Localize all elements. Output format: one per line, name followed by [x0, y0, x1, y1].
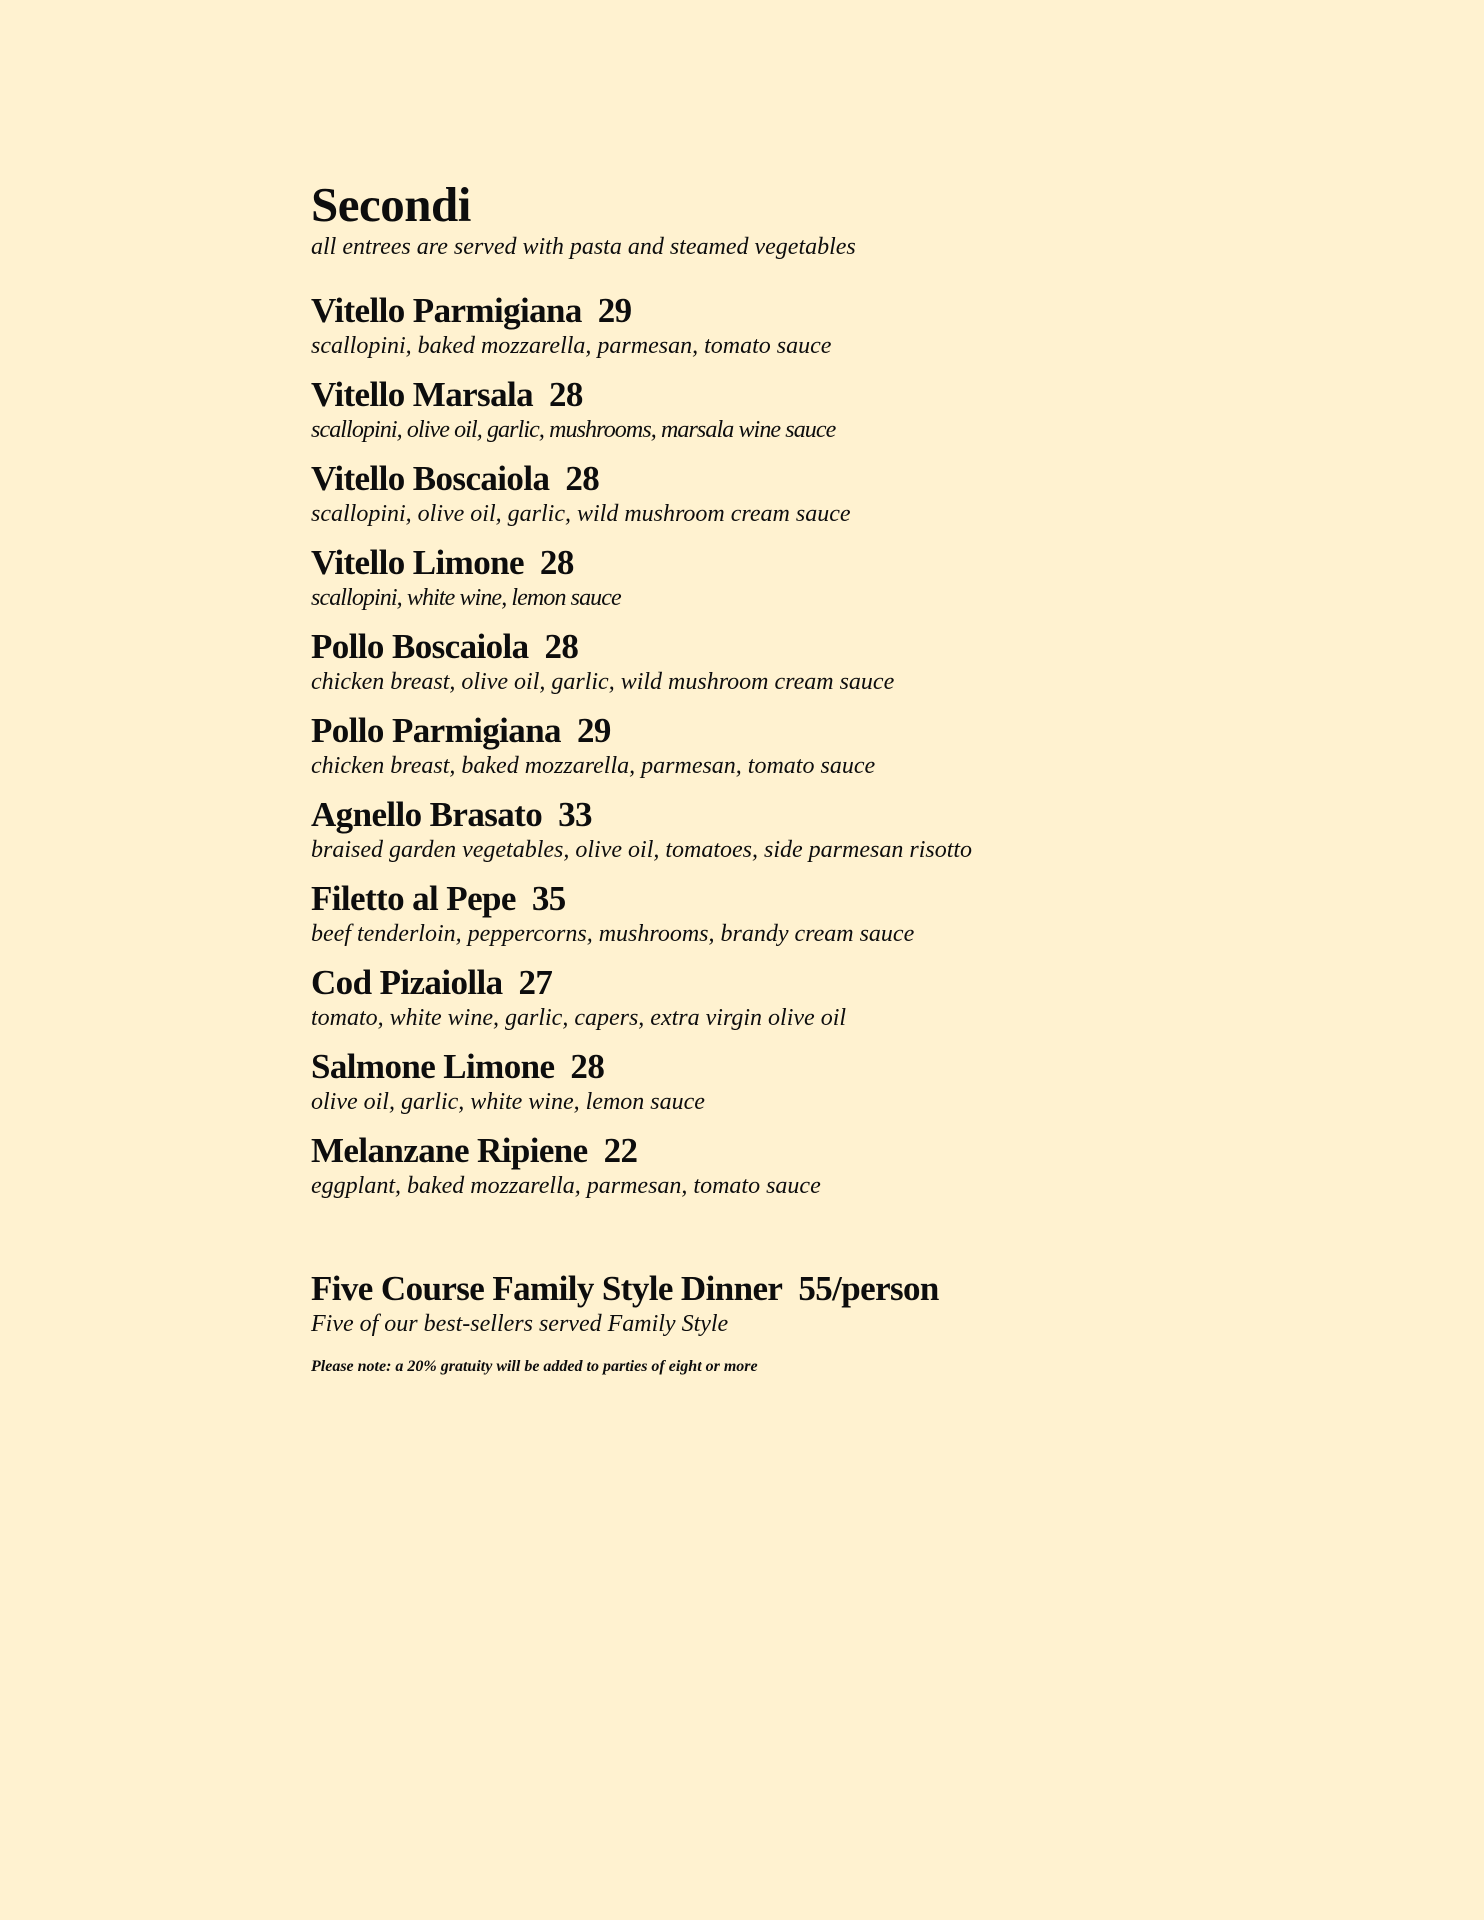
menu-item-price: 28: [565, 459, 600, 498]
menu-item-description: olive oil, garlic, white wine, lemon sauce: [311, 1089, 705, 1115]
menu-item-description: scallopini, white wine, lemon sauce: [311, 585, 621, 611]
menu-item-price: 22: [603, 1131, 638, 1170]
menu-item-price: 29: [576, 711, 611, 750]
section-subtitle: all entrees are served with pasta and steamed vegetables: [311, 234, 856, 260]
menu-item-heading: [311, 458, 1071, 499]
menu-item-name: Cod Pizaiolla: [311, 963, 503, 1002]
menu-item-price: 28: [549, 375, 583, 414]
menu-item-description: chicken breast, baked mozzarella, parmesan, tomato sauce: [311, 753, 876, 779]
menu-item-description: scallopini, baked mozzarella, parmesan, tomato sauce: [311, 333, 832, 359]
menu-item-name: Agnello Brasato: [311, 795, 543, 834]
gratuity-note: Please note: a 20% gratuity will be added to parties of eight or more: [311, 1358, 758, 1375]
menu-item-description: eggplant, baked mozzarella, parmesan, tomato sauce: [311, 1173, 821, 1199]
menu-item-description: chicken breast, olive oil, garlic, wild mushroom cream sauce: [311, 669, 895, 695]
special-offer-name: Five Course Family Style Dinner: [311, 1269, 783, 1308]
menu-item-price: 35: [531, 879, 566, 918]
menu-item-heading: [311, 794, 1071, 835]
menu-item-price: 27: [518, 963, 553, 1002]
menu-item-price: 29: [597, 291, 632, 330]
menu-item-heading: [311, 710, 1071, 751]
section-title: Secondi: [311, 177, 471, 232]
menu-item-heading: [311, 878, 1071, 919]
menu-item-price: 28: [570, 1047, 605, 1086]
menu-item-description: beef tenderloin, peppercorns, mushrooms, brandy cream sauce: [311, 921, 915, 947]
menu-item-name: Salmone Limone: [311, 1047, 555, 1086]
special-offer: [311, 1268, 1071, 1339]
menu-item-heading: [311, 962, 1071, 1003]
menu-item-name: Melanzane Ripiene: [311, 1131, 588, 1170]
menu-page: [311, 178, 1071, 1378]
menu-item-name: Vitello Marsala: [311, 375, 534, 414]
menu-item: [311, 458, 1071, 529]
menu-item: [311, 542, 1071, 613]
menu-item-description: tomato, white wine, garlic, capers, extra virgin olive oil: [311, 1005, 847, 1031]
special-offer-heading: [311, 1268, 1071, 1309]
special-offer-description: Five of our best-sellers served Family Style: [311, 1311, 729, 1337]
menu-item-heading: [311, 1130, 1071, 1171]
menu-item-name: Vitello Boscaiola: [311, 459, 550, 498]
menu-item-description: braised garden vegetables, olive oil, tomatoes, side parmesan risotto: [311, 837, 973, 863]
menu-item-name: Vitello Parmigiana: [311, 291, 582, 330]
special-offer-price: 55/person: [798, 1269, 939, 1308]
menu-item-price: 28: [539, 543, 574, 582]
menu-item-description: scallopini, olive oil, garlic, mushrooms, marsala wine sauce: [311, 417, 836, 443]
menu-item-heading: [311, 626, 1071, 667]
menu-item-price: 28: [544, 627, 579, 666]
menu-item: [311, 1130, 1071, 1201]
menu-item: [311, 626, 1071, 697]
menu-item: [311, 374, 1071, 445]
menu-item: [311, 710, 1071, 781]
menu-item-name: Filetto al Pepe: [311, 879, 516, 918]
menu-item: [311, 794, 1071, 865]
menu-item-heading: [311, 374, 1071, 415]
menu-item-heading: [311, 1046, 1071, 1087]
menu-item: [311, 1046, 1071, 1117]
menu-item-description: scallopini, olive oil, garlic, wild mushroom cream sauce: [311, 501, 851, 527]
menu-item-heading: [311, 290, 1071, 331]
menu-item: [311, 878, 1071, 949]
menu-item-name: Pollo Boscaiola: [311, 627, 529, 666]
menu-item-heading: [311, 542, 1071, 583]
menu-item-price: 33: [558, 795, 592, 834]
menu-item-name: Vitello Limone: [311, 543, 524, 582]
menu-item-name: Pollo Parmigiana: [311, 711, 561, 750]
menu-item: [311, 962, 1071, 1033]
menu-item: [311, 290, 1071, 361]
